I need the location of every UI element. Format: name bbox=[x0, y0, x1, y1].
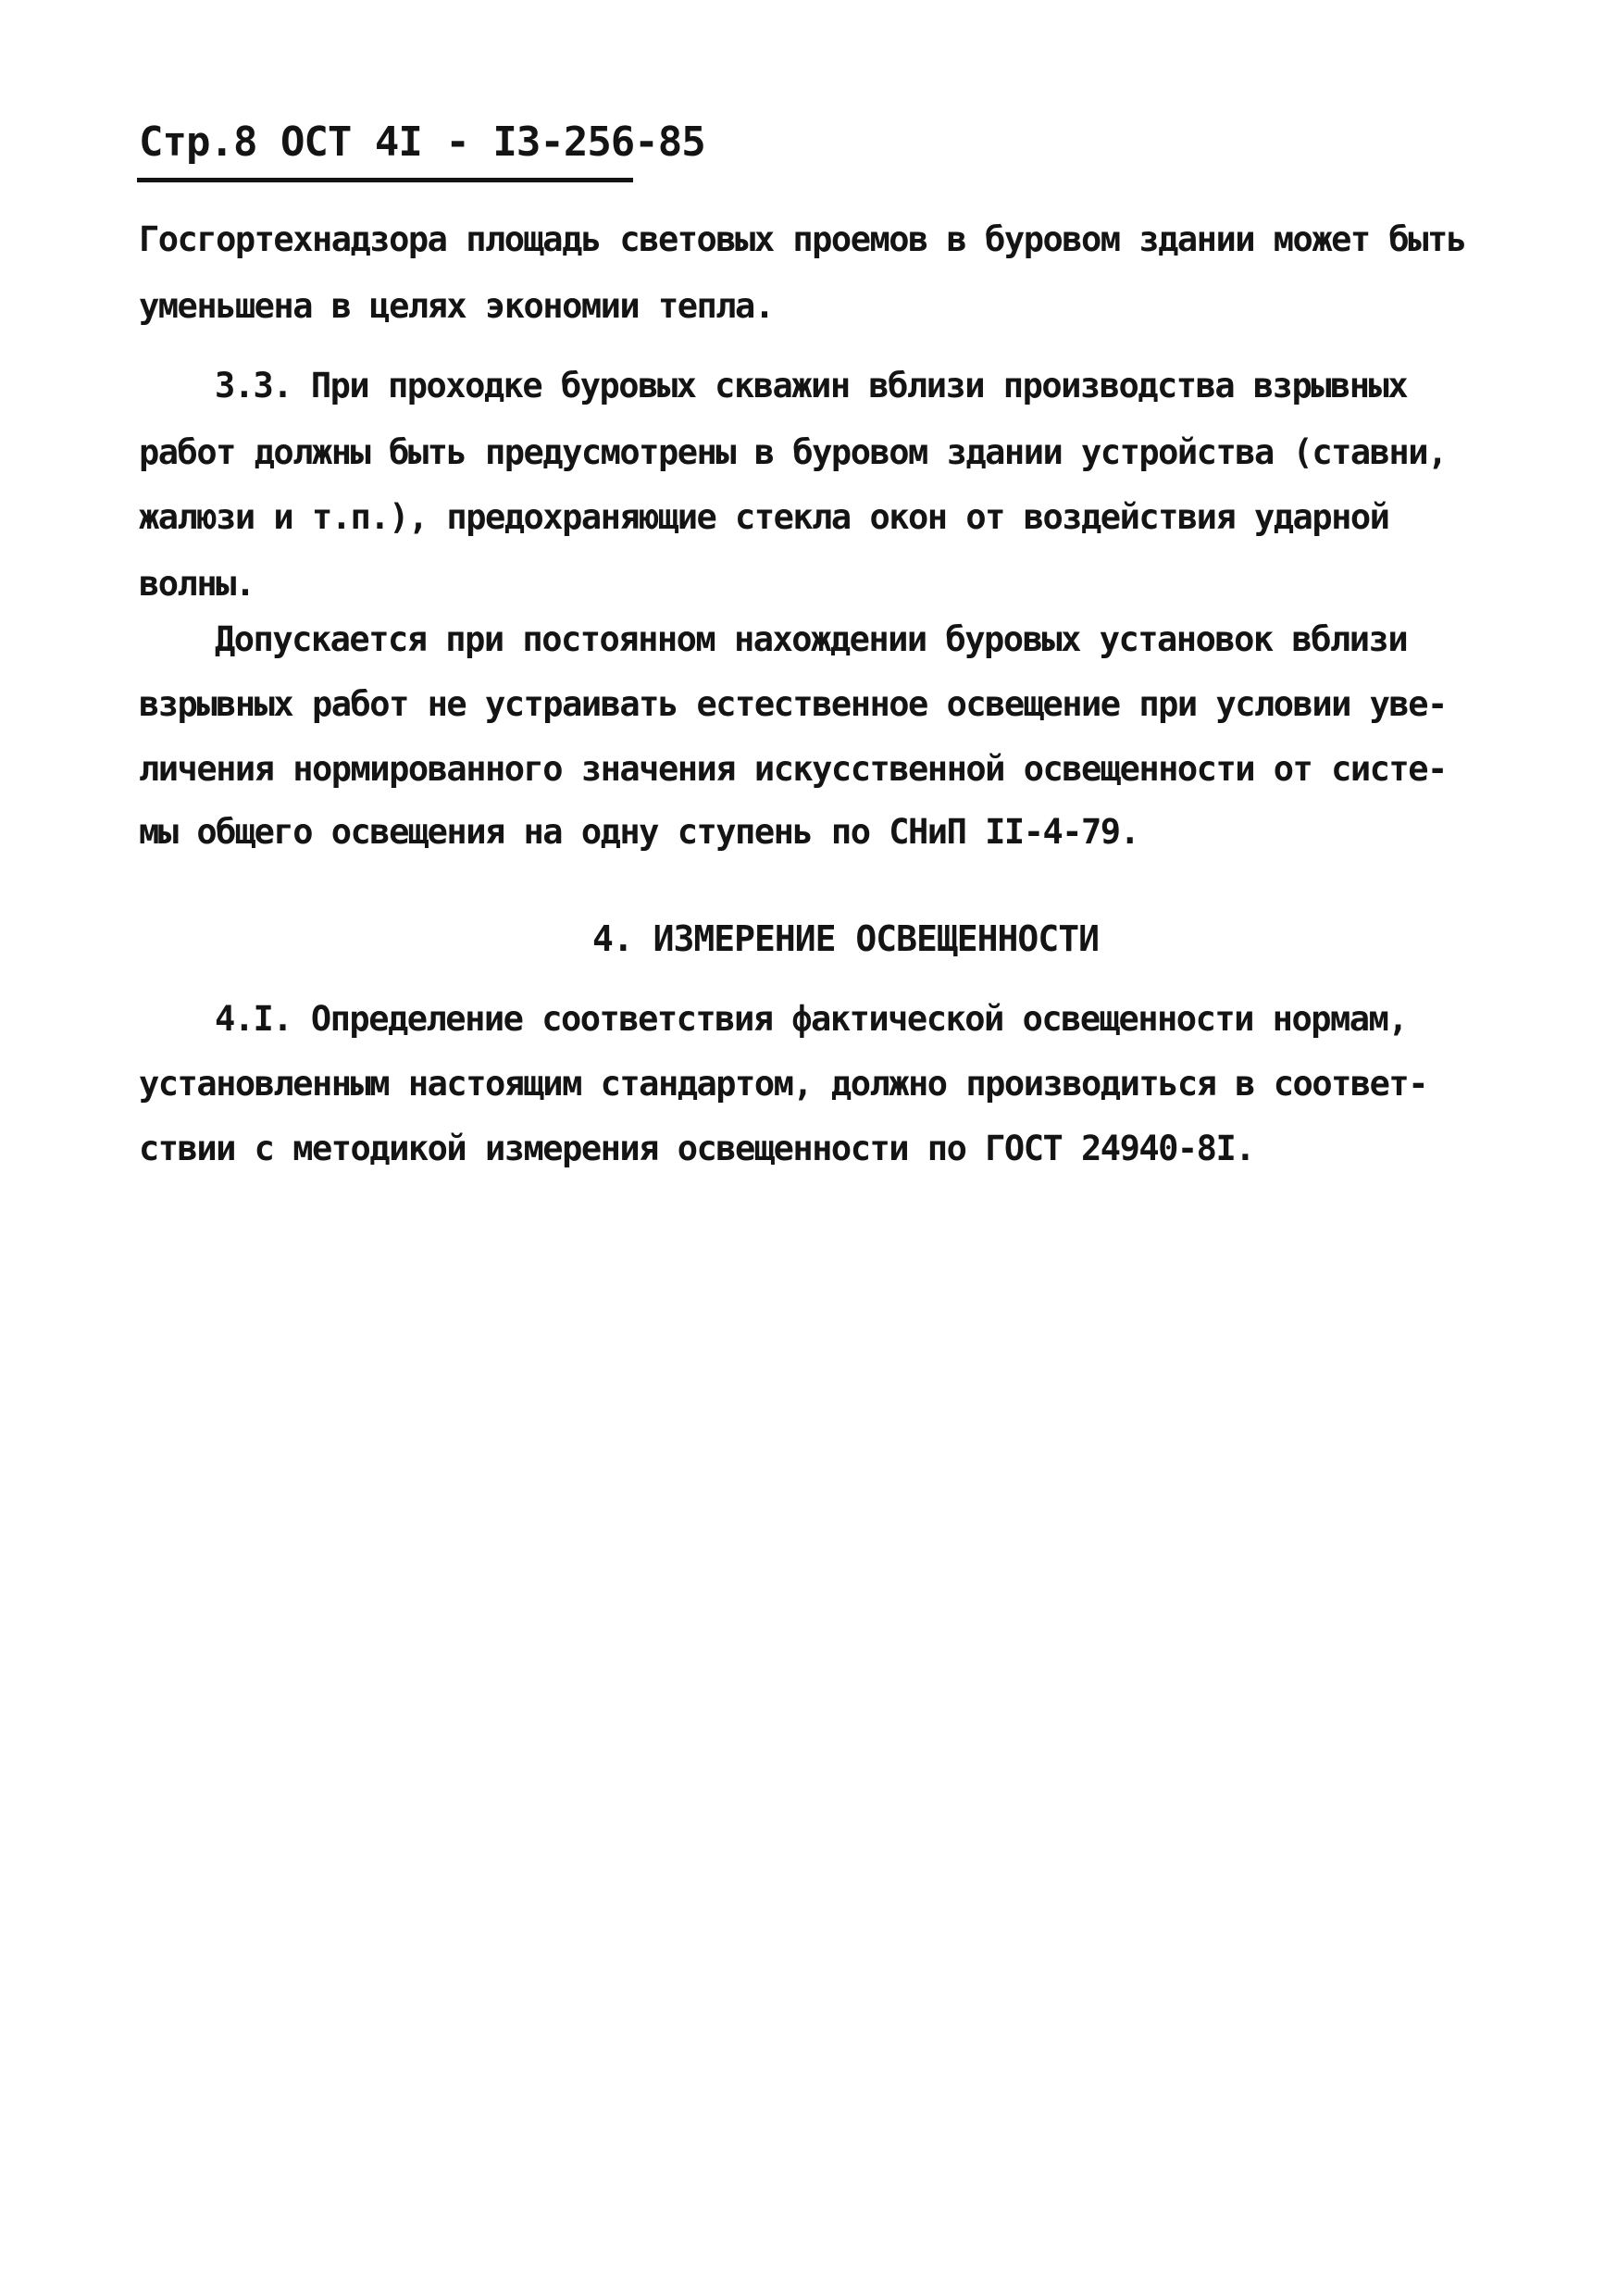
p3-3-line-2: работ должны быть предусмотрены в буровом здании устройства (ставни, bbox=[139, 432, 1447, 472]
continuation-line-1: Госгортехнадзора площадь световых проемов в буровом здании может быть bbox=[139, 219, 1466, 259]
header-underline bbox=[137, 178, 633, 182]
p4-1-line-1: 4.I. Определение соответствия фактической освещенности нормам, bbox=[215, 999, 1408, 1039]
p3-3-line-3: жалюзи и т.п.), предохраняющие стекла окон от воздействия ударной bbox=[139, 497, 1389, 537]
continuation-line-2: уменьшена в целях экономии тепла. bbox=[139, 286, 774, 326]
section-heading: 4. ИЗМЕРЕНИЕ ОСВЕЩЕННОСТИ bbox=[592, 918, 1099, 959]
p3-3-line-4: волны. bbox=[139, 564, 255, 604]
p4-1-line-3: ствии с методикой измерения освещенности по ГОСТ 24940-8I. bbox=[139, 1129, 1255, 1168]
note-line-1: Допускается при постоянном нахождении буровых установок вблизи bbox=[215, 619, 1408, 659]
note-line-4: мы общего освещения на одну ступень по СНиП II-4-79. bbox=[139, 812, 1139, 852]
p3-3-line-1: 3.3. При проходке буровых скважин вблизи производства взрывных bbox=[215, 366, 1408, 406]
note-line-2: взрывных работ не устраивать естественное освещение при условии уве- bbox=[139, 684, 1447, 724]
page-header: Стр.8 ОСТ 4I - I3-256-85 bbox=[139, 119, 705, 166]
note-line-3: личения нормированного значения искусственной освещенности от систе- bbox=[139, 749, 1447, 789]
p4-1-line-2: установленным настоящим стандартом, должно производиться в соответ- bbox=[139, 1064, 1427, 1104]
